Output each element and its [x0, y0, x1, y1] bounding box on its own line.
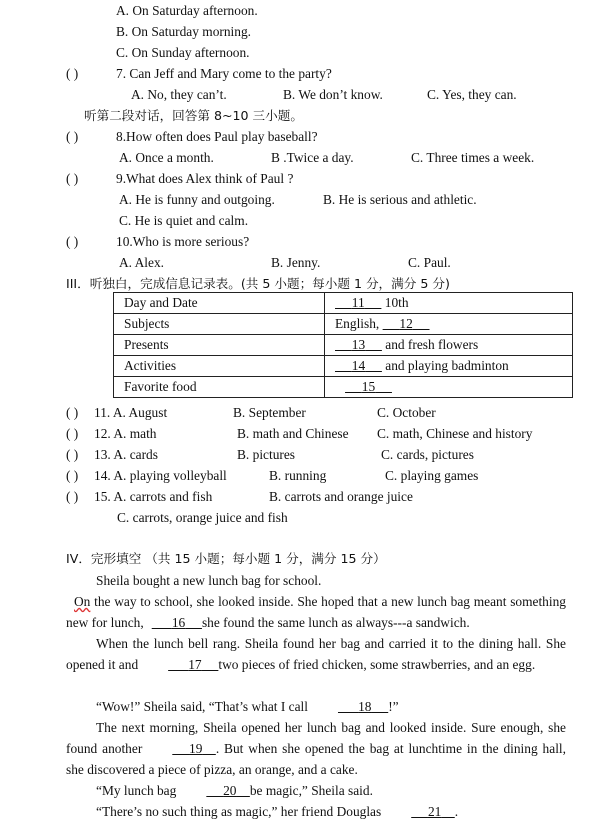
q8-option-b: B .Twice a day.	[271, 150, 354, 165]
q7-option-a: A. No, they can’t.	[131, 87, 227, 102]
q11-option-a: 11. A. August	[94, 405, 168, 420]
row-label: Favorite food	[114, 377, 325, 398]
table-row	[114, 314, 573, 335]
q15-answer-paren[interactable]: ( )	[66, 489, 79, 504]
blank-16[interactable]: 16	[171, 615, 186, 630]
q15-option-a: 15. A. carrots and fish	[94, 489, 213, 504]
q14-option-c: C. playing games	[385, 468, 479, 483]
row-value[interactable]: English, 12	[325, 314, 573, 335]
table-row	[114, 335, 573, 356]
q12-answer-paren[interactable]: ( )	[66, 426, 79, 441]
info-record-table	[113, 292, 573, 398]
blank-12: 12	[399, 316, 413, 331]
q6-option-c: C. On Sunday afternoon.	[116, 45, 250, 60]
passage-p4: “Wow!” Sheila said, “That’s what I call 18 !”	[66, 696, 566, 717]
passage-p7: “There’s no such thing as magic,” her friend Douglas 21 .	[66, 801, 566, 822]
passage-p5: The next morning, Sheila opened her lunch bag and looked inside. Sure enough, she found another 19 . But when she opened the bag at lunchtime in the dining hall, she discovered a piece of pizza, an orange, and a cake.	[66, 720, 566, 777]
q9-option-a: A. He is funny and outgoing.	[119, 192, 275, 207]
row-value[interactable]: 13 and fresh flowers	[325, 335, 573, 356]
q9-answer-paren[interactable]: ( )	[66, 171, 79, 186]
q6-option-b: B. On Saturday morning.	[116, 24, 252, 39]
table-row	[114, 377, 573, 398]
blank-13: 13	[351, 337, 366, 352]
section3-title: III．听独白，完成信息记录表。(共 5 小题；每小题 1 分，满分 5 分)	[66, 276, 450, 291]
passage-p1: Sheila bought a new lunch bag for school.	[96, 573, 322, 588]
passage-p2: On the way to school, she looked inside. She hoped that a new lunch bag meant something new for lunch, 16 she found the same lunch as always---a sandwich.	[66, 591, 566, 633]
table-row	[114, 356, 573, 377]
section4-title: IV．完形填空 （共 15 小题；每小题 1 分，满分 15 分）	[66, 551, 386, 566]
q7-stem: 7. Can Jeff and Mary come to the party?	[116, 66, 332, 81]
q15-option-c: C. carrots, orange juice and fish	[117, 510, 288, 525]
q9-option-b: B. He is serious and athletic.	[323, 192, 477, 207]
q7-answer-paren[interactable]: ( )	[66, 66, 79, 81]
q12-option-a: 12. A. math	[94, 426, 157, 441]
passage-p6: “My lunch bag 20 be magic,” Sheila said.	[66, 780, 566, 801]
q9-option-c: C. He is quiet and calm.	[119, 213, 249, 228]
q13-option-a: 13. A. cards	[94, 447, 158, 462]
q15-option-b: B. carrots and orange juice	[269, 489, 413, 504]
q10-answer-paren[interactable]: ( )	[66, 234, 79, 249]
q12-option-b: B. math and Chinese	[237, 426, 349, 441]
q10-stem: 10.Who is more serious?	[116, 234, 250, 249]
row-value[interactable]: 14 and playing badminton	[325, 356, 573, 377]
row-label: Day and Date	[114, 293, 325, 314]
q11-option-b: B. September	[233, 405, 306, 420]
q8-answer-paren[interactable]: ( )	[66, 129, 79, 144]
q13-option-c: C. cards, pictures	[381, 447, 474, 462]
q6-option-a: A. On Saturday afternoon.	[116, 3, 258, 18]
blank-21[interactable]: 21	[427, 804, 442, 819]
blank-20[interactable]: 20	[223, 783, 237, 798]
q10-option-b: B. Jenny.	[271, 255, 321, 270]
blank-17[interactable]: 17	[188, 657, 202, 672]
row-label: Presents	[114, 335, 325, 356]
q7-option-b: B. We don’t know.	[283, 87, 383, 102]
q13-answer-paren[interactable]: ( )	[66, 447, 79, 462]
q14-option-a: 14. A. playing volleyball	[94, 468, 227, 483]
q10-option-a: A. Alex.	[119, 255, 165, 270]
blank-14: 14	[351, 358, 366, 373]
q10-option-c: C. Paul.	[408, 255, 451, 270]
blank-15: 15	[361, 379, 376, 394]
q14-answer-paren[interactable]: ( )	[66, 468, 79, 483]
q13-option-b: B. pictures	[237, 447, 296, 462]
q7-option-c: C. Yes, they can.	[427, 87, 517, 102]
row-label: Activities	[114, 356, 325, 377]
q11-answer-paren[interactable]: ( )	[66, 405, 79, 420]
table-row	[114, 293, 573, 314]
blank-11: 11	[351, 295, 365, 310]
q8-option-a: A. Once a month.	[119, 150, 214, 165]
blank-18[interactable]: 18	[358, 699, 372, 714]
blank-19[interactable]: 19	[189, 741, 203, 756]
passage-p3: When the lunch bell rang. Sheila found her bag and carried it to the dining hall. She opened it and 17 two pieces of fried chicken, some strawberries, and an egg.	[66, 633, 566, 675]
row-value[interactable]	[325, 377, 573, 398]
q8-stem: 8.How often does Paul play baseball?	[116, 129, 318, 144]
q14-option-b: B. running	[269, 468, 327, 483]
q8-option-c: C. Three times a week.	[411, 150, 535, 165]
q12-option-c: C. math, Chinese and history	[377, 426, 533, 441]
dialog2-instruction: 听第二段对话，回答第 8~10 三小题。	[84, 108, 303, 123]
q11-option-c: C. October	[377, 405, 436, 420]
row-label: Subjects	[114, 314, 325, 335]
row-value[interactable]: 11 10th	[325, 293, 573, 314]
q9-stem: 9.What does Alex think of Paul ?	[116, 171, 294, 186]
